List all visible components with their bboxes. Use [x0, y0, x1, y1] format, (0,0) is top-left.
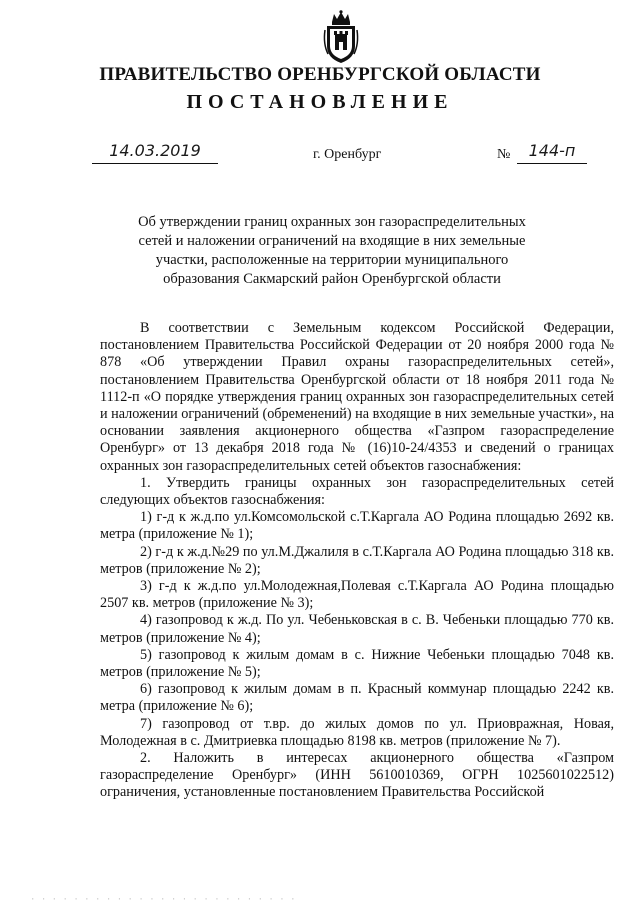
scan-artifact: · · · · · · · · · · · · · · · · · · · · · · · · · [30, 895, 296, 905]
document-body [100, 320, 614, 802]
subitem-paragraph: 2) г-д к ж.д.№29 по ул.М.Джалиля в с.Т.Каргала АО Родина площадью 318 кв. метров (приложение № 2); [100, 543, 614, 577]
document-number-label: № [497, 147, 511, 162]
subitem-paragraph: 7) газопровод от т.вр. до жилых домов по ул. Приовражная, Новая, Молодежная в с. Дмитриевка площадью 8198 кв. метров (приложение № 7). [100, 715, 614, 749]
document-number: 144-п [517, 141, 587, 164]
document-type-title: ПОСТАНОВЛЕНИЕ [186, 91, 454, 113]
subitem-paragraph: 4) газопровод к ж.д. По ул. Чебеньковская в с. В. Чебеньки площадью 770 кв. метров (приложение № 4); [100, 612, 614, 646]
subitem-paragraph: 5) газопровод к жилым домам в с. Нижние Чебеньки площадью 7048 кв. метров (приложение № 5); [100, 646, 614, 681]
preamble-paragraph: В соответствии с Земельным кодексом Российской Федерации, постановлением Правительства Российской Федерации от 20 ноября 2000 года № 878 «Об утверждении Правил охраны газораспределительных сетей», постановлением Правительства Оренбургской области от 18 ноября 2011 года № 1112-п «О порядке утверждения границ охранных зон газораспределительных сетей и наложении ограничений (обременений) на входящие в них земельные участки», на основании заявления акционерного общества «Газпром газораспределение Оренбург» от 13 декабря 2018 года № (16)10-24/4353 и сведений о границах охранных зон газораспределительных сетей объектов газоснабжения: [100, 320, 614, 474]
subitem-paragraph: 6) газопровод к жилым домам в п. Красный коммунар площадью 2242 кв. метра (приложение № 6); [100, 681, 614, 715]
document-date: 14.03.2019 [92, 141, 218, 164]
document-subject: Об утверждении границ охранных зон газораспределительных сетей и наложении ограничений на входящие в них земельные участки, расположенные на территории муниципального образования Сакмарский район Оренбургской области [138, 214, 526, 287]
government-title: ПРАВИТЕЛЬСТВО ОРЕНБУРГСКОЙ ОБЛАСТИ [99, 64, 541, 85]
item-1-paragraph: 1. Утвердить границы охранных зон газораспределительных сетей следующих объектов газоснабжения: [100, 474, 614, 509]
coat-of-arms-icon [322, 10, 360, 64]
subitem-paragraph: 1) г-д к ж.д.по ул.Комсомольской с.Т.Каргала АО Родина площадью 2692 кв. метра (приложение № 1); [100, 509, 614, 543]
subitem-paragraph: 3) г-д к ж.д.по ул.Молодежная,Полевая с.Т.Каргала АО Родина площадью 2507 кв. метров (приложение № 3); [100, 578, 614, 612]
item-2-paragraph: 2. Наложить в интересах акционерного общества «Газпром газораспределение Оренбург» (ИНН 5610010369, ОГРН 1025601022512) ограничения, установленные постановлением Правительства Российской [100, 750, 614, 801]
document-city: г. Оренбург [313, 147, 382, 162]
